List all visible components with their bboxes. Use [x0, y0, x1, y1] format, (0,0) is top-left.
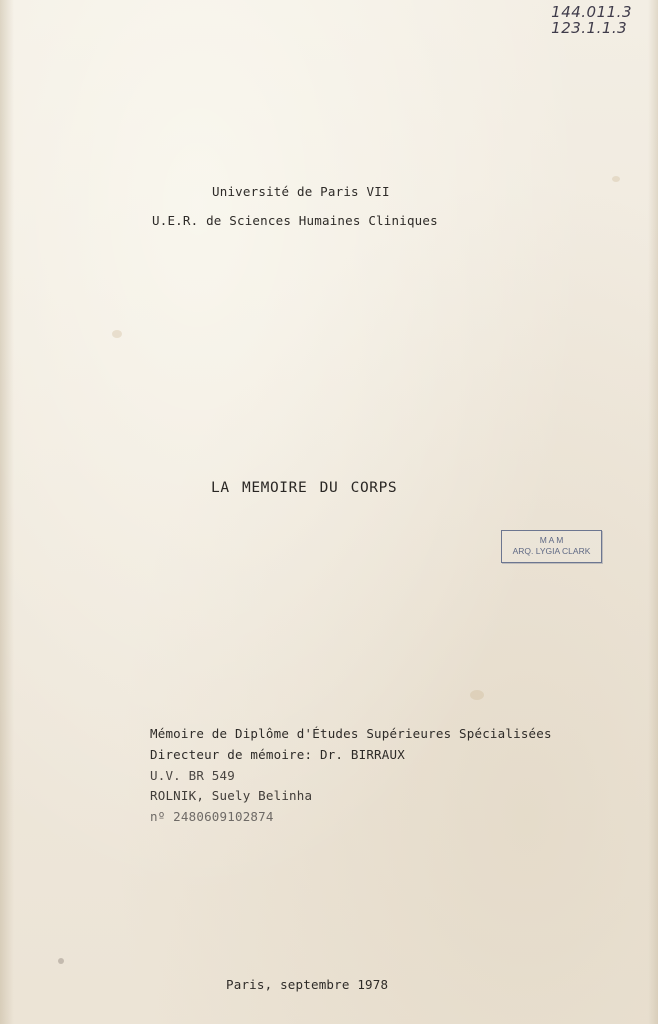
- page-edge-shadow-left: [0, 0, 14, 1024]
- paper-stain: [112, 330, 122, 338]
- paper-stain: [612, 176, 620, 182]
- student-number-line: nº 2480609102874: [150, 809, 274, 824]
- archive-reference-handwritten: [551, 4, 632, 36]
- document-title: LA MEMOIRE DU CORPS: [211, 480, 398, 496]
- uv-line: U.V. BR 549: [150, 768, 235, 783]
- author-line: ROLNIK, Suely Belinha: [150, 788, 313, 803]
- stamp-line-2: ARQ. LYGIA CLARK: [512, 546, 591, 556]
- university-name: Université de Paris VII: [212, 184, 390, 199]
- archive-stamp: [501, 530, 602, 563]
- page-edge-shadow-right: [648, 0, 658, 1024]
- paper-stain: [470, 690, 484, 700]
- department-name: U.E.R. de Sciences Humaines Cliniques: [152, 213, 438, 228]
- diploma-line: Mémoire de Diplôme d'Études Supérieures Spécialisées: [150, 726, 552, 741]
- paper-stain: [58, 958, 64, 964]
- director-line: Directeur de mémoire: Dr. BIRRAUX: [150, 747, 405, 762]
- archive-reference-line-1: 144.011.3: [551, 3, 632, 21]
- place-date-footer: Paris, septembre 1978: [226, 977, 389, 992]
- archive-reference-line-2: 123.1.1.3: [551, 19, 628, 37]
- stamp-line-1: M A M: [539, 535, 564, 545]
